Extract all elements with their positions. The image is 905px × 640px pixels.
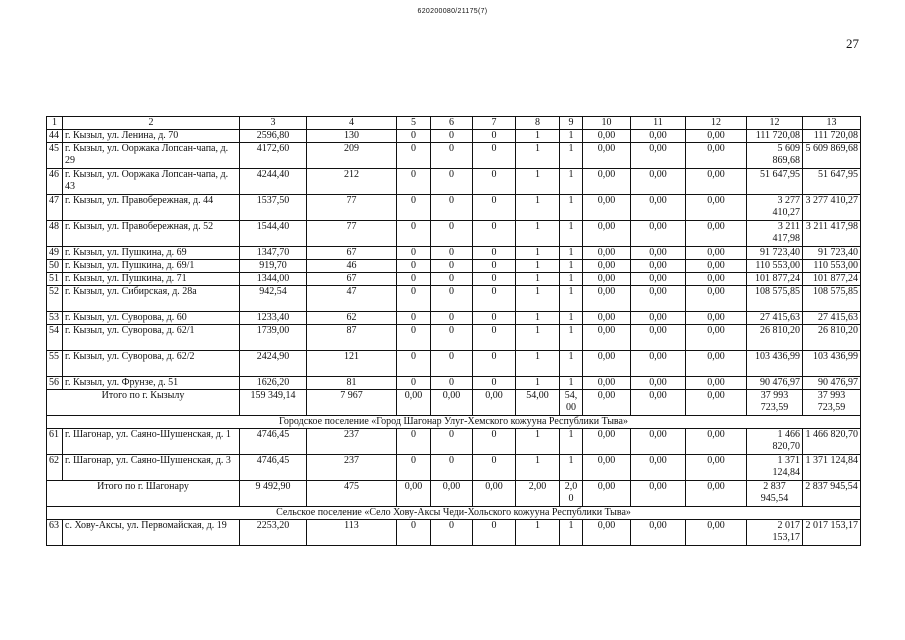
total-row [47, 390, 861, 416]
address-cell: г. Кызыл, ул. Пушкина, д. 69 [63, 247, 240, 260]
value-cell: 0 [431, 312, 473, 325]
value-cell: 62 [307, 312, 397, 325]
value-cell: 0 [473, 143, 516, 169]
value-cell: 0,00 [686, 130, 747, 143]
value-cell: 46 [307, 260, 397, 273]
value-cell: 1 [560, 273, 583, 286]
register-table [46, 116, 861, 546]
value-cell: 0,00 [686, 221, 747, 247]
column-header: 10 [583, 117, 631, 130]
amount-cell: 5 609 869,68 [747, 143, 803, 169]
table-row [47, 247, 861, 260]
area-cell: 2596,80 [240, 130, 307, 143]
value-cell: 1 [516, 143, 560, 169]
row-number-cell: 54 [47, 325, 63, 351]
table-row [47, 455, 861, 481]
amount-cell: 3 211 417,98 [747, 221, 803, 247]
value-cell: 121 [307, 351, 397, 377]
value-cell: 0,00 [583, 351, 631, 377]
area-cell: 4244,40 [240, 169, 307, 195]
value-cell: 0,00 [631, 273, 686, 286]
total-value: 0,00 [583, 481, 631, 507]
value-cell: 0,00 [631, 455, 686, 481]
value-cell: 0,00 [631, 130, 686, 143]
column-header: 12 [747, 117, 803, 130]
value-cell: 0 [473, 260, 516, 273]
address-cell: с. Хову-Аксы, ул. Первомайская, д. 19 [63, 520, 240, 546]
value-cell: 0 [473, 221, 516, 247]
value-cell: 0,00 [686, 260, 747, 273]
value-cell: 0,00 [686, 273, 747, 286]
value-cell: 0 [397, 286, 431, 312]
area-cell: 1347,70 [240, 247, 307, 260]
value-cell: 0 [473, 130, 516, 143]
amount-cell: 3 277 410,27 [747, 195, 803, 221]
column-header: 7 [473, 117, 516, 130]
value-cell: 0,00 [631, 195, 686, 221]
value-cell: 0,00 [686, 351, 747, 377]
value-cell: 1 [516, 169, 560, 195]
table-row [47, 130, 861, 143]
column-header: 2 [63, 117, 240, 130]
value-cell: 0 [397, 377, 431, 390]
value-cell: 77 [307, 221, 397, 247]
area-cell: 1344,00 [240, 273, 307, 286]
value-cell: 0,00 [583, 429, 631, 455]
area-cell: 1233,40 [240, 312, 307, 325]
value-cell: 1 [560, 286, 583, 312]
value-cell: 67 [307, 247, 397, 260]
value-cell: 1 [560, 455, 583, 481]
table-row [47, 260, 861, 273]
value-cell: 1 [560, 312, 583, 325]
document-id: 620200080/21175(7) [417, 8, 488, 15]
amount-cell: 51 647,95 [803, 169, 861, 195]
value-cell: 1 [560, 351, 583, 377]
amount-cell: 110 553,00 [803, 260, 861, 273]
value-cell: 0,00 [583, 455, 631, 481]
total-amount: 37 993 723,59 [747, 390, 803, 416]
value-cell: 0 [397, 169, 431, 195]
total-value: 54,00 [516, 390, 560, 416]
total-value: 2,00 [516, 481, 560, 507]
row-number-cell: 53 [47, 312, 63, 325]
value-cell: 1 [560, 520, 583, 546]
value-cell: 0,00 [631, 143, 686, 169]
column-header: 9 [560, 117, 583, 130]
table-row [47, 195, 861, 221]
value-cell: 1 [516, 325, 560, 351]
value-cell: 0 [397, 520, 431, 546]
address-cell: г. Кызыл, ул. Фрунзе, д. 51 [63, 377, 240, 390]
value-cell: 0 [397, 195, 431, 221]
value-cell: 0,00 [583, 169, 631, 195]
value-cell: 113 [307, 520, 397, 546]
value-cell: 0,00 [631, 312, 686, 325]
address-cell: г. Кызыл, ул. Пушкина, д. 69/1 [63, 260, 240, 273]
value-cell: 0,00 [583, 273, 631, 286]
value-cell: 1 [560, 325, 583, 351]
value-cell: 0,00 [631, 325, 686, 351]
amount-cell: 111 720,08 [747, 130, 803, 143]
value-cell: 0 [431, 286, 473, 312]
value-cell: 0 [473, 195, 516, 221]
value-cell: 1 [516, 195, 560, 221]
table-row [47, 169, 861, 195]
value-cell: 0,00 [583, 377, 631, 390]
value-cell: 1 [560, 195, 583, 221]
value-cell: 0,00 [686, 312, 747, 325]
total-amount: 2 837 945,54 [747, 481, 803, 507]
value-cell: 0,00 [631, 520, 686, 546]
value-cell: 0 [431, 221, 473, 247]
total-amount: 2 837 945,54 [803, 481, 861, 507]
value-cell: 1 [560, 377, 583, 390]
amount-cell: 111 720,08 [803, 130, 861, 143]
value-cell: 1 [516, 247, 560, 260]
row-number-cell: 52 [47, 286, 63, 312]
value-cell: 0 [397, 221, 431, 247]
total-value: 0,00 [473, 481, 516, 507]
total-value: 7 967 [307, 390, 397, 416]
value-cell: 1 [560, 429, 583, 455]
amount-cell: 1 466 820,70 [803, 429, 861, 455]
section-row [47, 507, 861, 520]
total-value: 0,00 [686, 390, 747, 416]
row-number-cell: 44 [47, 130, 63, 143]
value-cell: 0,00 [583, 143, 631, 169]
total-label: Итого по г. Кызылу [47, 390, 240, 416]
value-cell: 0 [431, 143, 473, 169]
value-cell: 0 [397, 260, 431, 273]
value-cell: 0,00 [686, 143, 747, 169]
value-cell: 0 [431, 325, 473, 351]
value-cell: 0,00 [631, 351, 686, 377]
table-row [47, 273, 861, 286]
address-cell: г. Кызыл, ул. Правобережная, д. 44 [63, 195, 240, 221]
address-cell: г. Кызыл, ул. Пушкина, д. 71 [63, 273, 240, 286]
value-cell: 0 [397, 325, 431, 351]
value-cell: 77 [307, 195, 397, 221]
value-cell: 1 [560, 130, 583, 143]
column-header: 12 [686, 117, 747, 130]
table-row [47, 520, 861, 546]
row-number-cell: 47 [47, 195, 63, 221]
total-area: 159 349,14 [240, 390, 307, 416]
row-number-cell: 61 [47, 429, 63, 455]
total-value: 0,00 [473, 390, 516, 416]
area-cell: 4746,45 [240, 455, 307, 481]
value-cell: 0 [431, 351, 473, 377]
value-cell: 0 [473, 312, 516, 325]
value-cell: 0 [397, 312, 431, 325]
area-cell: 2253,20 [240, 520, 307, 546]
value-cell: 0,00 [686, 455, 747, 481]
amount-cell: 3 277 410,27 [803, 195, 861, 221]
value-cell: 0,00 [631, 260, 686, 273]
value-cell: 0 [431, 195, 473, 221]
value-cell: 0,00 [583, 286, 631, 312]
value-cell: 0 [473, 351, 516, 377]
address-cell: г. Кызыл, ул. Суворова, д. 62/1 [63, 325, 240, 351]
value-cell: 1 [560, 221, 583, 247]
amount-cell: 51 647,95 [747, 169, 803, 195]
address-cell: г. Кызыл, ул. Ооржака Лопсан-чапа, д. 43 [63, 169, 240, 195]
row-number-cell: 56 [47, 377, 63, 390]
value-cell: 0,00 [686, 520, 747, 546]
value-cell: 0 [431, 130, 473, 143]
value-cell: 0 [397, 273, 431, 286]
row-number-cell: 50 [47, 260, 63, 273]
row-number-cell: 63 [47, 520, 63, 546]
total-area: 9 492,90 [240, 481, 307, 507]
value-cell: 0,00 [583, 260, 631, 273]
total-value: 0,00 [631, 481, 686, 507]
value-cell: 0,00 [686, 286, 747, 312]
total-row [47, 481, 861, 507]
value-cell: 1 [516, 455, 560, 481]
total-amount: 37 993 723,59 [803, 390, 861, 416]
table-row [47, 312, 861, 325]
value-cell: 0 [397, 455, 431, 481]
value-cell: 209 [307, 143, 397, 169]
value-cell: 1 [560, 169, 583, 195]
total-value: 475 [307, 481, 397, 507]
row-number-cell: 45 [47, 143, 63, 169]
value-cell: 0 [473, 273, 516, 286]
value-cell: 0 [431, 169, 473, 195]
address-cell: г. Кызыл, ул. Правобережная, д. 52 [63, 221, 240, 247]
area-cell: 942,54 [240, 286, 307, 312]
amount-cell: 91 723,40 [747, 247, 803, 260]
amount-cell: 1 371 124,84 [803, 455, 861, 481]
row-number-cell: 55 [47, 351, 63, 377]
area-cell: 4746,45 [240, 429, 307, 455]
value-cell: 0 [431, 455, 473, 481]
amount-cell: 103 436,99 [803, 351, 861, 377]
value-cell: 0,00 [583, 221, 631, 247]
address-cell: г. Кызыл, ул. Сибирская, д. 28а [63, 286, 240, 312]
amount-cell: 26 810,20 [747, 325, 803, 351]
value-cell: 1 [516, 429, 560, 455]
value-cell: 1 [516, 221, 560, 247]
value-cell: 1 [516, 520, 560, 546]
section-title: Городское поселение «Город Шагонар Улуг-Хемского кожууна Республики Тыва» [47, 416, 861, 429]
column-header-row [47, 117, 861, 130]
area-cell: 1544,40 [240, 221, 307, 247]
area-cell: 2424,90 [240, 351, 307, 377]
value-cell: 0 [473, 169, 516, 195]
value-cell: 0 [397, 429, 431, 455]
value-cell: 0 [473, 286, 516, 312]
area-cell: 919,70 [240, 260, 307, 273]
total-label: Итого по г. Шагонару [47, 481, 240, 507]
value-cell: 47 [307, 286, 397, 312]
value-cell: 1 [560, 260, 583, 273]
value-cell: 0 [431, 247, 473, 260]
value-cell: 0,00 [631, 377, 686, 390]
value-cell: 0 [431, 429, 473, 455]
row-number-cell: 49 [47, 247, 63, 260]
amount-cell: 108 575,85 [803, 286, 861, 312]
value-cell: 0,00 [686, 247, 747, 260]
value-cell: 0,00 [631, 247, 686, 260]
address-cell: г. Шагонар, ул. Саяно-Шушенская, д. 3 [63, 455, 240, 481]
total-value: 0,00 [431, 481, 473, 507]
area-cell: 1626,20 [240, 377, 307, 390]
amount-cell: 2 017 153,17 [747, 520, 803, 546]
value-cell: 0,00 [583, 325, 631, 351]
column-header: 8 [516, 117, 560, 130]
page-number: 27 [846, 36, 859, 51]
total-value: 0,00 [431, 390, 473, 416]
total-value: 2,0 0 [560, 481, 583, 507]
area-cell: 4172,60 [240, 143, 307, 169]
value-cell: 1 [516, 130, 560, 143]
value-cell: 0,00 [631, 286, 686, 312]
amount-cell: 1 466 820,70 [747, 429, 803, 455]
amount-cell: 27 415,63 [747, 312, 803, 325]
value-cell: 0 [473, 377, 516, 390]
value-cell: 1 [516, 312, 560, 325]
value-cell: 237 [307, 455, 397, 481]
column-header: 11 [631, 117, 686, 130]
column-header: 13 [803, 117, 861, 130]
value-cell: 0,00 [631, 429, 686, 455]
value-cell: 0,00 [583, 130, 631, 143]
value-cell: 237 [307, 429, 397, 455]
value-cell: 67 [307, 273, 397, 286]
value-cell: 0,00 [631, 221, 686, 247]
value-cell: 0,00 [686, 169, 747, 195]
value-cell: 130 [307, 130, 397, 143]
amount-cell: 27 415,63 [803, 312, 861, 325]
value-cell: 0 [397, 143, 431, 169]
amount-cell: 101 877,24 [747, 273, 803, 286]
value-cell: 0 [431, 520, 473, 546]
amount-cell: 101 877,24 [803, 273, 861, 286]
amount-cell: 90 476,97 [747, 377, 803, 390]
value-cell: 1 [560, 143, 583, 169]
table-row [47, 143, 861, 169]
value-cell: 0,00 [686, 325, 747, 351]
value-cell: 0 [431, 273, 473, 286]
table-row [47, 429, 861, 455]
table-row [47, 377, 861, 390]
amount-cell: 91 723,40 [803, 247, 861, 260]
column-header: 4 [307, 117, 397, 130]
amount-cell: 90 476,97 [803, 377, 861, 390]
value-cell: 0,00 [686, 195, 747, 221]
column-header: 3 [240, 117, 307, 130]
value-cell: 212 [307, 169, 397, 195]
value-cell: 0 [473, 520, 516, 546]
value-cell: 1 [516, 351, 560, 377]
value-cell: 0 [397, 130, 431, 143]
value-cell: 0 [473, 455, 516, 481]
address-cell: г. Шагонар, ул. Саяно-Шушенская, д. 1 [63, 429, 240, 455]
total-value: 0,00 [397, 481, 431, 507]
amount-cell: 110 553,00 [747, 260, 803, 273]
value-cell: 1 [516, 286, 560, 312]
value-cell: 0 [397, 351, 431, 377]
table-row [47, 325, 861, 351]
value-cell: 0 [473, 325, 516, 351]
table-row [47, 221, 861, 247]
value-cell: 0 [473, 429, 516, 455]
amount-cell: 108 575,85 [747, 286, 803, 312]
amount-cell: 1 371 124,84 [747, 455, 803, 481]
value-cell: 81 [307, 377, 397, 390]
address-cell: г. Кызыл, ул. Суворова, д. 60 [63, 312, 240, 325]
value-cell: 0 [473, 247, 516, 260]
address-cell: г. Кызыл, ул. Ооржака Лопсан-чапа, д. 29 [63, 143, 240, 169]
value-cell: 0,00 [583, 312, 631, 325]
total-value: 0,00 [631, 390, 686, 416]
table-row [47, 351, 861, 377]
total-value: 54, 00 [560, 390, 583, 416]
area-cell: 1537,50 [240, 195, 307, 221]
row-number-cell: 48 [47, 221, 63, 247]
total-value: 0,00 [583, 390, 631, 416]
amount-cell: 3 211 417,98 [803, 221, 861, 247]
value-cell: 0,00 [583, 247, 631, 260]
column-header: 1 [47, 117, 63, 130]
section-row [47, 416, 861, 429]
amount-cell: 5 609 869,68 [803, 143, 861, 169]
table-row [47, 286, 861, 312]
column-header: 6 [431, 117, 473, 130]
address-cell: г. Кызыл, ул. Суворова, д. 62/2 [63, 351, 240, 377]
amount-cell: 2 017 153,17 [803, 520, 861, 546]
amount-cell: 26 810,20 [803, 325, 861, 351]
total-value: 0,00 [686, 481, 747, 507]
amount-cell: 103 436,99 [747, 351, 803, 377]
value-cell: 1 [516, 377, 560, 390]
value-cell: 0,00 [631, 169, 686, 195]
area-cell: 1739,00 [240, 325, 307, 351]
value-cell: 87 [307, 325, 397, 351]
value-cell: 0 [431, 377, 473, 390]
row-number-cell: 51 [47, 273, 63, 286]
value-cell: 0 [431, 260, 473, 273]
row-number-cell: 62 [47, 455, 63, 481]
value-cell: 0 [397, 247, 431, 260]
total-value: 0,00 [397, 390, 431, 416]
address-cell: г. Кызыл, ул. Ленина, д. 70 [63, 130, 240, 143]
value-cell: 0,00 [686, 377, 747, 390]
section-title: Сельское поселение «Село Хову-Аксы Чеди-Хольского кожууна Республики Тыва» [47, 507, 861, 520]
column-header: 5 [397, 117, 431, 130]
value-cell: 0,00 [583, 520, 631, 546]
value-cell: 1 [516, 273, 560, 286]
row-number-cell: 46 [47, 169, 63, 195]
value-cell: 0,00 [686, 429, 747, 455]
value-cell: 1 [560, 247, 583, 260]
value-cell: 1 [516, 260, 560, 273]
value-cell: 0,00 [583, 195, 631, 221]
